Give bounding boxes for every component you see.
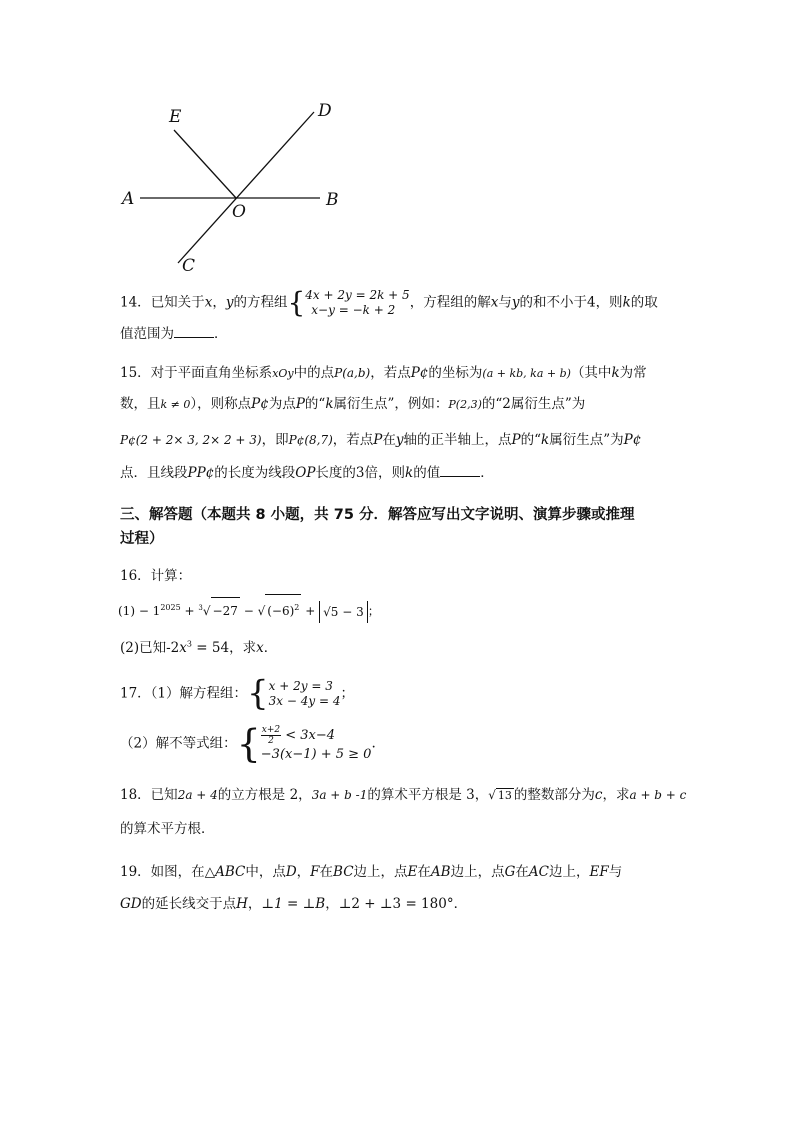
label-e: E — [169, 107, 182, 127]
label-c: C — [182, 256, 196, 276]
question-19-line2: GD的延长线交于点H，⊥1 = ⊥B，⊥2 + ⊥3 = 180°． — [120, 896, 468, 912]
question-19-line1: 19．如图，在△ABC中，点D，F在BC边上，点E在AB边上，点G在AC边上，EF与 — [120, 864, 623, 880]
question-16-part2: (2)已知$-2x^3 = 54$，求x． — [120, 639, 278, 656]
line-oe — [174, 130, 236, 198]
answer-blank — [440, 464, 480, 477]
question-15-line1: 15．对于平面直角坐标系xOy中的点P(a,b)，若点P¢的坐标为(a + kb, ka + b)（其中k为常 — [120, 365, 647, 381]
line-cd — [178, 112, 314, 263]
label-b: B — [326, 190, 339, 210]
label-a: A — [122, 189, 135, 209]
question-18-line2: 的算术平方根． — [120, 821, 215, 837]
question-18-line1: 18．已知2a + 4的立方根是 2，3a + b -1的算术平方根是 3，√ 13 的整数部分为c，求a + b + c — [120, 787, 687, 803]
question-14: 14．已知关于x，y的方程组{4x + 2y = 2k + 5 x−y = −k + 2 ，方程组的解x与y的和不小于4，则k的取 — [120, 286, 658, 319]
equation-system-14: 4x + 2y = 2k + 5 x−y = −k + 2 — [305, 288, 410, 317]
question-15-line3: P¢(2 + 2× 3, 2× 2 + 3)，即P¢(8,7)，若点P在y轴的正半轴上，点P的“k属衍生点”为P¢ — [120, 432, 642, 448]
question-15-line4: 点．且线段PP¢的长度为线段OP长度的3倍，则k的值 ． — [120, 465, 494, 481]
section-heading: 三、解答题（本题共 8 小题，共 75 分．解答应写出文字说明、演算步骤或推理 — [120, 507, 635, 523]
question-14-line2: 值范围为 ． — [120, 326, 228, 342]
section-heading-line2: 过程） — [120, 531, 164, 547]
question-16-part1: $(1) - 1^{2025} + ^3√ -27$ − √ $(-6)^2 + √5 - 3$ ； — [118, 594, 380, 620]
label-d: D — [318, 101, 332, 121]
question-17-part1: 17．（1）解方程组：{x + 2y = 3 3x − 4y = 4； — [120, 673, 354, 714]
question-15-line2: 数，且k ≠ 0），则称点P¢为点P的“k属衍生点”，例如：P(2,3)的“2属衍生点”为 — [120, 396, 586, 412]
question-17-part2: （2）解不等式组：{ $\frac{x+2}{2}$ < 3x−4 −3(x−1) + 5 ≥ 0. — [120, 721, 376, 766]
answer-blank — [174, 325, 214, 338]
geometry-figure — [118, 96, 358, 276]
question-16-title: 16．计算： — [120, 568, 192, 584]
label-o: O — [232, 202, 246, 222]
